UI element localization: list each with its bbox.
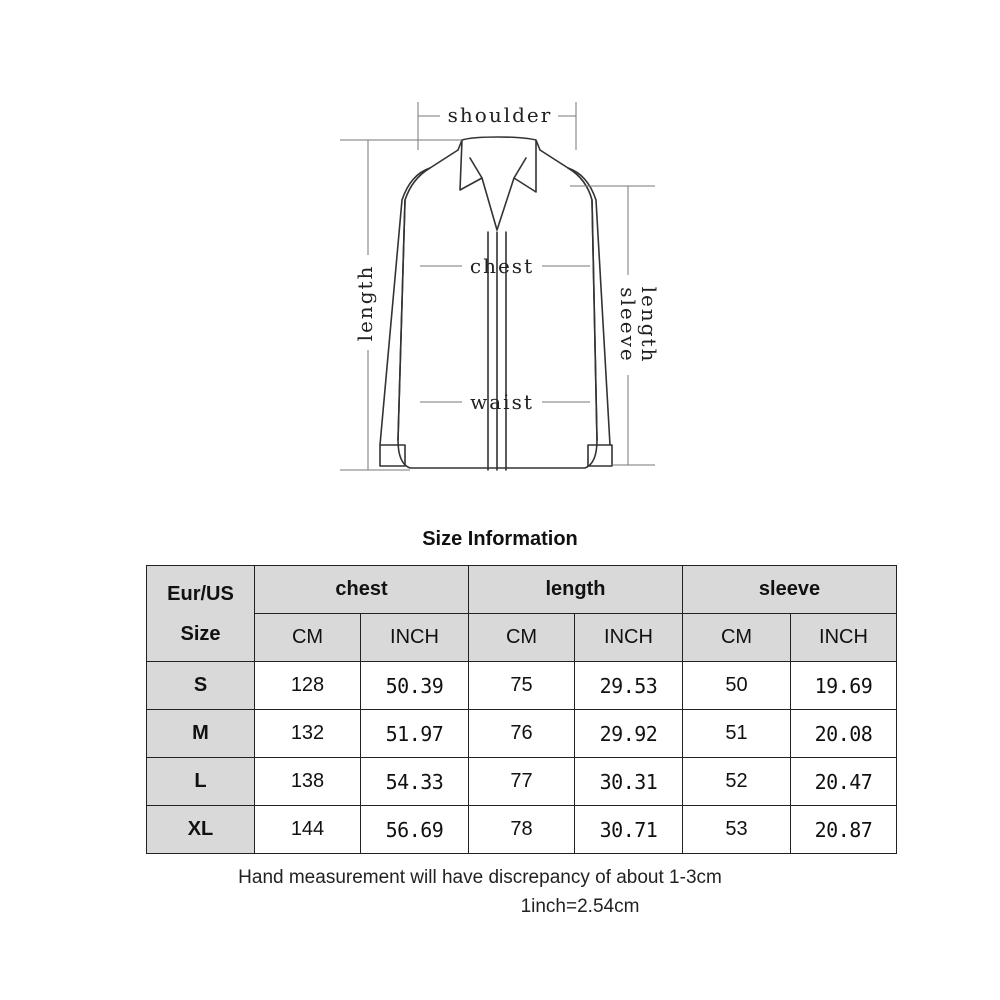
size-cell: XL — [147, 806, 255, 854]
chest-cm-cell: 128 — [255, 662, 361, 710]
sleeve-inch-cell: 20.87 — [791, 806, 897, 854]
length-inch-cell: 30.71 — [575, 806, 683, 854]
chest-label: chest — [469, 254, 535, 278]
unit-header: CM — [683, 614, 791, 662]
sleeve-label: sleeve — [616, 287, 640, 363]
table-row — [147, 710, 897, 758]
chest-cm-cell: 132 — [255, 710, 361, 758]
length-cm-cell: 77 — [469, 758, 575, 806]
sleeve-cm-cell: 52 — [683, 758, 791, 806]
sleeve-cm-cell: 53 — [683, 806, 791, 854]
conversion-note: 1inch=2.54cm — [520, 896, 640, 917]
right-sleeve — [568, 168, 610, 445]
length-group-header: length — [469, 566, 683, 614]
shirt-collar — [458, 137, 540, 230]
unit-header: INCH — [361, 614, 469, 662]
length-inch-cell: 30.31 — [575, 758, 683, 806]
shoulder-label: shoulder — [447, 103, 553, 127]
length-cm-cell: 78 — [469, 806, 575, 854]
size-cell: M — [147, 710, 255, 758]
chest-cm-cell: 144 — [255, 806, 361, 854]
size-column-header — [147, 566, 255, 662]
sleeve-group-header: sleeve — [683, 566, 897, 614]
sleeve-inch-cell: 19.69 — [791, 662, 897, 710]
length-cm-cell: 75 — [469, 662, 575, 710]
size-header-line2: Size — [180, 622, 221, 645]
unit-header: CM — [255, 614, 361, 662]
chest-group-header: chest — [255, 566, 469, 614]
chest-inch-cell: 50.39 — [361, 662, 469, 710]
size-header-line1: Eur/US — [167, 582, 234, 605]
length-inch-cell: 29.92 — [575, 710, 683, 758]
waist-label: waist — [470, 390, 534, 414]
length-cm-cell: 76 — [469, 710, 575, 758]
unit-header: CM — [469, 614, 575, 662]
table-row — [147, 806, 897, 854]
length-label: length — [353, 264, 377, 342]
size-cell: S — [147, 662, 255, 710]
measurement-note: Hand measurement will have discrepancy of about 1-3cm — [238, 867, 722, 888]
sleeve-inch-cell: 20.08 — [791, 710, 897, 758]
table-row — [147, 758, 897, 806]
left-sleeve — [380, 168, 430, 445]
length-inch-cell: 29.53 — [575, 662, 683, 710]
chest-inch-cell: 54.33 — [361, 758, 469, 806]
unit-header: INCH — [791, 614, 897, 662]
chest-inch-cell: 56.69 — [361, 806, 469, 854]
size-table — [146, 565, 897, 854]
sleeve-cm-cell: 51 — [683, 710, 791, 758]
table-title: Size Information — [422, 528, 578, 550]
sleeve-cm-cell: 50 — [683, 662, 791, 710]
sleeve-inch-cell: 20.47 — [791, 758, 897, 806]
table-row — [147, 662, 897, 710]
sleeve-length-label: length — [637, 286, 661, 364]
unit-header: INCH — [575, 614, 683, 662]
chest-cm-cell: 138 — [255, 758, 361, 806]
chest-inch-cell: 51.97 — [361, 710, 469, 758]
size-cell: L — [147, 758, 255, 806]
